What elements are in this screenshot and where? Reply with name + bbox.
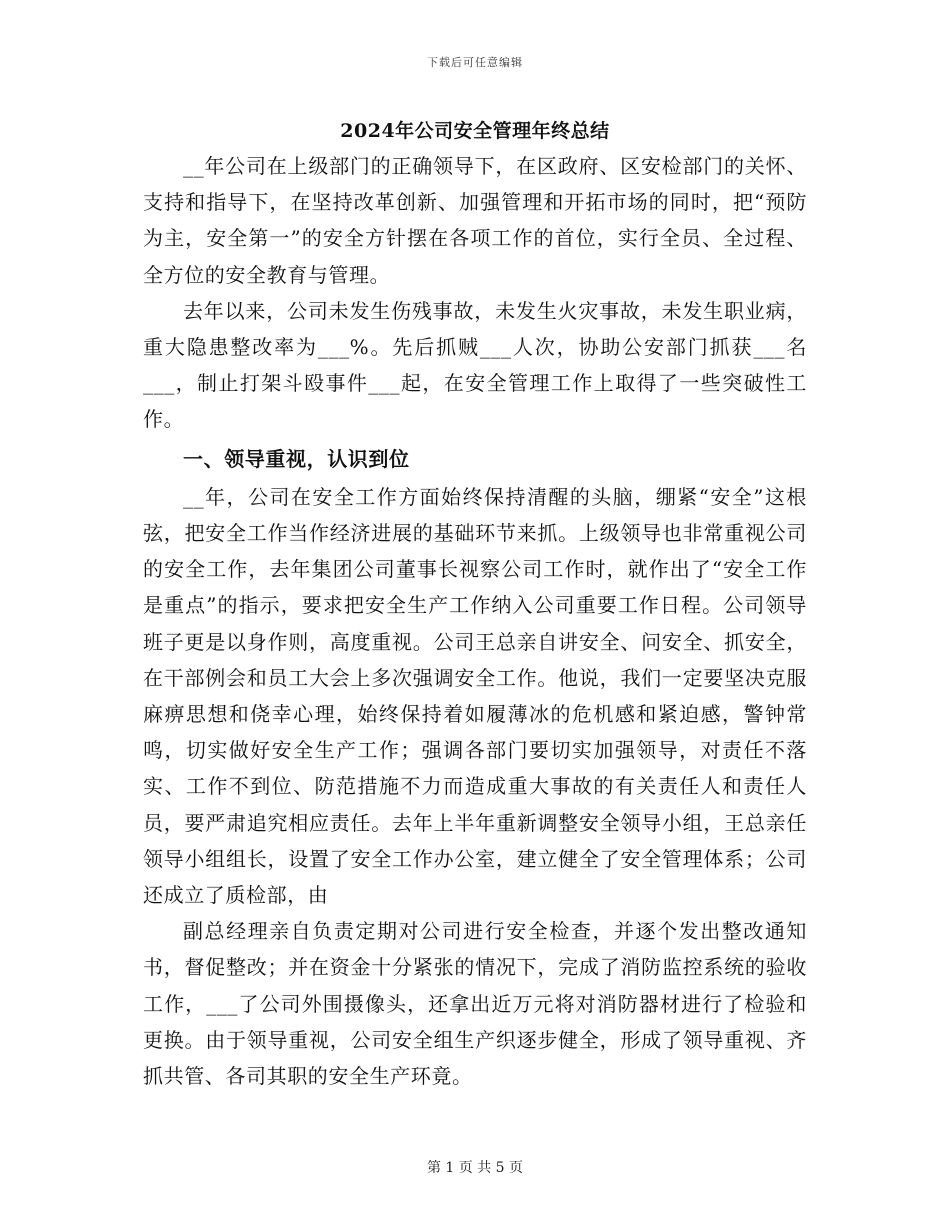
section-paragraph: 副总经理亲自负责定期对公司进行安全检查，并逐个发出整改通知书，督促整改；并在资金十分紧张的情况下，完成了消防监控系统的验收工作，___了公司外围摄像头，还拿出近万元将对消防器材进行了检验和更换。由于领导重视，公司安全组生产织逐步健全，形成了领导重视、齐抓共管、各司其职的安全生产环竟。 — [143, 919, 807, 1089]
summary-paragraph: 去年以来，公司未发生伤残事故，未发生火灾事故，未发生职业病，重大隐患整改率为___%。先后抓贼___人次，协助公安部门抓获___名___，制止打架斗殴事件___起，在安全管理工作上取得了一些突破性工作。 — [143, 298, 807, 432]
intro-paragraph: __年公司在上级部门的正确领导下，在区政府、区安检部门的关怀、支持和指导下，在坚持改革创新、加强管理和开拓市场的同时，把“预防为主，安全第一”的安全方针摆在各项工作的首位，实行全员、全过程、全方位的安全教育与管理。 — [143, 154, 807, 287]
document-body — [143, 148, 807, 1094]
document-title: 2024年公司安全管理年终总结 — [340, 120, 610, 142]
section-heading: 一、领导重视，认识到位 — [183, 446, 410, 471]
download-note: 下载后可任意编辑 — [427, 56, 523, 69]
page-number: 第 1 页 共 5 页 — [426, 1160, 524, 1176]
section-paragraph: __年，公司在安全工作方面始终保持清醒的头脑，绷紧“安全”这根弦，把安全工作当作经济进展的基础环节来抓。上级领导也非常重视公司的安全工作，去年集团公司董事长视察公司工作时，就作出了“安全工作是重点”的指示，要求把安全生产工作纳入公司重要工作日程。公司领导班子更是以身作则，高度重视。公司王总亲自讲安全、问安全、抓安全，在干部例会和员工大会上多次强调安全工作。他说，我们一定要坚决克服麻痹思想和侥幸心理，始终保持着如履薄冰的危机感和紧迫感，警钟常鸣，切实做好安全生产工作；强调各部门要切实加强领导，对责任不落实、工作不到位、防范措施不力而造成重大事故的有关责任人和责任人员，要严肃追究相应责任。去年上半年重新调整安全领导小组，王总亲任领导小组组长，设置了安全工作办公室，建立健全了安全管理体系；公司还成立了质检部，由 — [143, 484, 807, 908]
